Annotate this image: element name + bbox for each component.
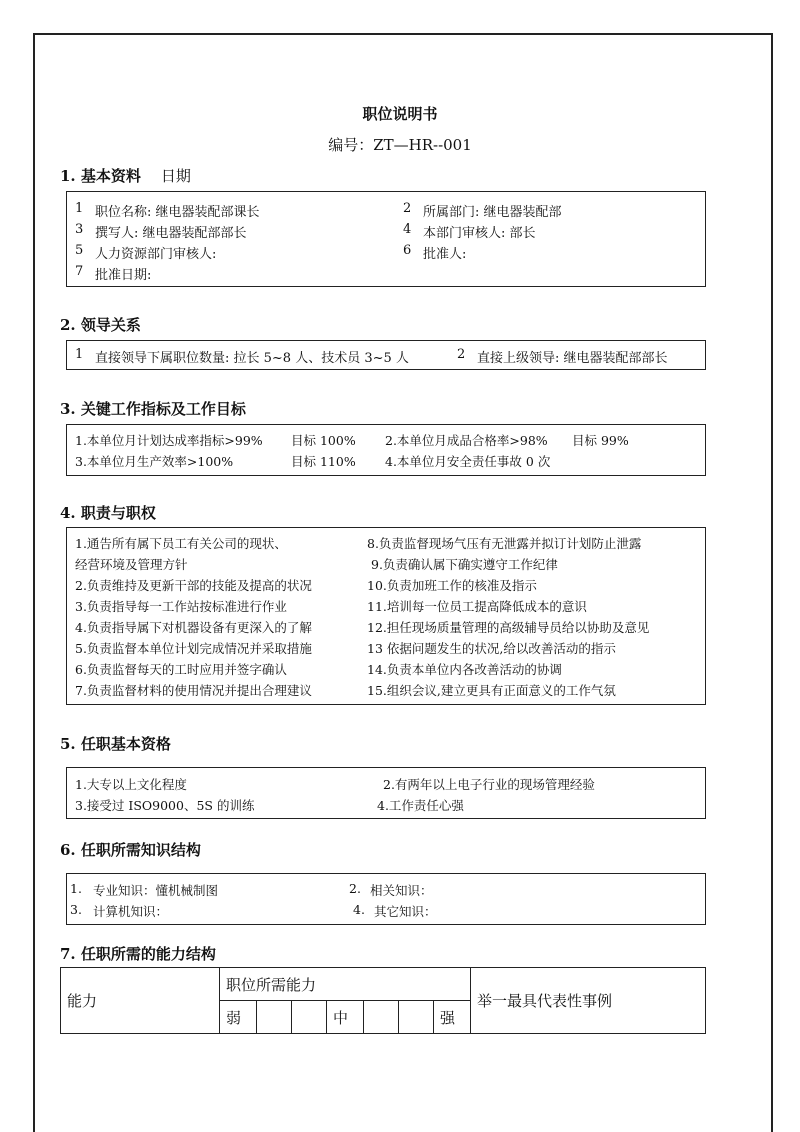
item-num: 3. xyxy=(70,902,82,917)
item-num: 1 xyxy=(75,347,84,362)
direct-superior: 直接上级领导: 继电器装配部部长 xyxy=(477,351,668,366)
professional-knowledge: 专业知识：懂机械制图 xyxy=(93,883,219,898)
section-6-heading: 6. 任职所需知识结构 xyxy=(60,841,201,859)
example-header: 举一最具代表性事例 xyxy=(471,968,706,1034)
document-code: 编号：ZT—HR--001 xyxy=(328,136,472,154)
approval-date: 批准日期: xyxy=(95,268,152,283)
duty-item: 8.负责监督现场气压有无泄露并拟订计划防止泄露 xyxy=(367,536,642,551)
item-num: 4 xyxy=(403,222,412,237)
duty-item: 12.担任现场质量管理的高级辅导员给以协助及意见 xyxy=(367,620,650,635)
section-7-heading: 7. 任职所需的能力结构 xyxy=(60,945,216,963)
computer-knowledge: 计算机知识： xyxy=(93,904,169,919)
department: 所属部门: 继电器装配部 xyxy=(423,205,562,220)
qualifications-box xyxy=(66,767,706,819)
qualification-item: 3.接受过 ISO9000、5S 的训练 xyxy=(75,798,255,813)
level-cell xyxy=(399,1001,434,1034)
duty-item: 7.负责监督材料的使用情况并提出合理建议 xyxy=(75,683,312,698)
position-name: 职位名称: 继电器装配部课长 xyxy=(95,205,260,220)
date-label: 日期 xyxy=(160,167,191,185)
duties-box xyxy=(66,527,706,705)
ability-table xyxy=(60,967,706,1034)
duty-item: 6.负责监督每天的工时应用并签字确认 xyxy=(75,662,287,677)
other-knowledge: 其它知识： xyxy=(374,904,437,919)
basic-info-box xyxy=(66,191,706,287)
section-2-heading: 2. 领导关系 xyxy=(60,316,141,334)
related-knowledge: 相关知识： xyxy=(370,883,433,898)
kpi-target: 目标 100% xyxy=(291,433,356,448)
subordinates: 直接领导下属职位数量: 拉长 5~8 人、技术员 3~5 人 xyxy=(95,351,409,366)
level-cell xyxy=(257,1001,292,1034)
document-title: 职位说明书 xyxy=(362,105,438,123)
dept-reviewer: 本部门审核人: 部长 xyxy=(423,226,536,241)
item-num: 1. xyxy=(70,881,82,896)
level-medium: 中 xyxy=(327,1001,364,1034)
duty-item: 13 依据问题发生的状况,给以改善活动的指示 xyxy=(367,641,616,656)
item-num: 5 xyxy=(75,243,84,258)
leadership-box xyxy=(66,340,706,370)
kpi-target: 目标 99% xyxy=(572,433,629,448)
duty-item: 3.负责指导每一工作站按标准进行作业 xyxy=(75,599,287,614)
section-5-heading: 5. 任职基本资格 xyxy=(60,735,171,753)
qualification-item: 2.有两年以上电子行业的现场管理经验 xyxy=(383,777,595,792)
item-num: 6 xyxy=(403,243,412,258)
item-num: 4. xyxy=(353,902,365,917)
item-num: 2 xyxy=(403,201,412,216)
item-num: 7 xyxy=(75,264,84,279)
duty-item: 14.负责本单位内各改善活动的协调 xyxy=(367,662,562,677)
item-num: 2 xyxy=(457,347,466,362)
level-cell xyxy=(364,1001,399,1034)
level-weak: 弱 xyxy=(220,1001,257,1034)
kpi-indicator: 4.本单位月安全责任事故 0 次 xyxy=(385,454,551,469)
approver: 批准人: xyxy=(423,247,467,262)
required-ability-header: 职位所需能力 xyxy=(220,968,471,1001)
section-4-heading: 4. 职责与职权 xyxy=(60,504,156,522)
item-num: 1 xyxy=(75,201,84,216)
item-num: 2. xyxy=(349,881,361,896)
level-strong: 强 xyxy=(434,1001,471,1034)
qualification-item: 1.大专以上文化程度 xyxy=(75,777,187,792)
kpi-indicator: 3.本单位月生产效率>100% xyxy=(75,454,234,469)
kpi-target: 目标 110% xyxy=(291,454,356,469)
duty-item: 2.负责维持及更新干部的技能及提高的状况 xyxy=(75,578,312,593)
section-3-heading: 3. 关键工作指标及工作目标 xyxy=(60,400,246,418)
section-1-heading xyxy=(60,165,191,186)
section-1-title: 1. 基本资料 xyxy=(60,167,141,185)
duty-item: 11.培训每一位员工提高降低成本的意识 xyxy=(367,599,587,614)
ability-label-cell: 能力 xyxy=(61,968,220,1034)
qualification-item: 4.工作责任心强 xyxy=(377,798,464,813)
hr-reviewer: 人力资源部门审核人: xyxy=(95,247,217,262)
item-num: 3 xyxy=(75,222,84,237)
duty-item: 9.负责确认属下确实遵守工作纪律 xyxy=(371,557,558,572)
kpi-indicator: 1.本单位月计划达成率指标>99% xyxy=(75,433,263,448)
duty-item: 4.负责指导属下对机器设备有更深入的了解 xyxy=(75,620,312,635)
duty-item: 10.负责加班工作的核准及指示 xyxy=(367,578,537,593)
kpi-indicator: 2.本单位月成品合格率>98% xyxy=(385,433,548,448)
duty-item: 1.通告所有属下员工有关公司的现状、 xyxy=(75,536,287,551)
duty-item: 15.组织会议,建立更具有正面意义的工作气氛 xyxy=(367,683,616,698)
kpi-box xyxy=(66,424,706,476)
duty-item: 5.负责监督本单位计划完成情况并采取措施 xyxy=(75,641,312,656)
knowledge-box xyxy=(66,873,706,925)
duty-item: 经营环境及管理方针 xyxy=(75,557,188,572)
level-cell xyxy=(292,1001,327,1034)
author: 撰写人: 继电器装配部部长 xyxy=(95,226,247,241)
